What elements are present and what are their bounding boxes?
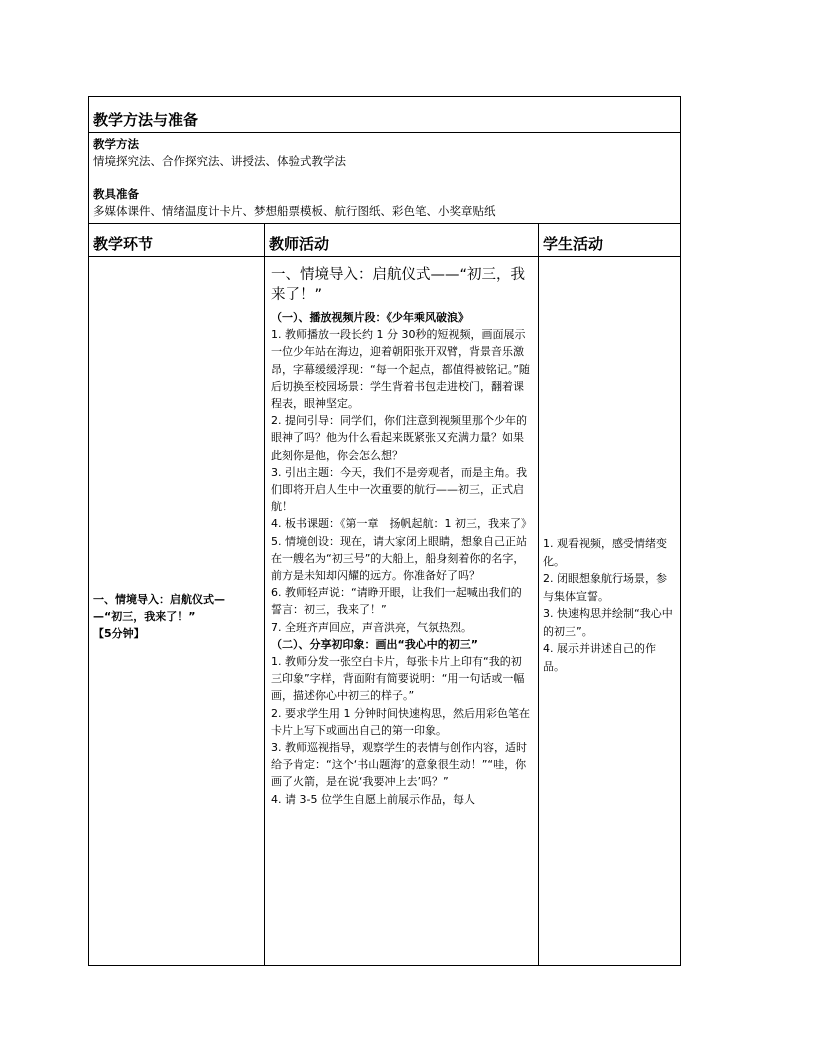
methods-materials-cell [89,133,681,224]
list-item: 2. 提问引导：同学们，你们注意到视频里那个少年的眼神了吗？他为什么看起来既紧张又充满力量？如果此刻你是他，你会怎么想？ [271,414,527,462]
lesson-plan-table [88,96,681,966]
header-stage: 教学环节 [89,224,265,257]
list-item: 3. 快速构思并绘制“我心中的初三”。 [543,607,673,638]
list-item: 4. 请 3-5 位学生自愿上前展示作品，每人 [271,792,475,806]
list-item: 1. 教师播放一段长约 1 分 30秒的短视频，画面展示一位少年站在海边，迎着朝阳张开双臂，背景音乐激昂，字幕缓缓浮现：“每一个起点，都值得被铭记。”随后切换至校园场景：学生背着书包走进校门，翻着课程表，眼神坚定。 [271,328,530,411]
list-item: 1. 观看视频，感受情绪变化。 [543,537,667,568]
list-item: 6. 教师轻声说：“请睁开眼，让我们一起喊出我们的誓言：初三，我来了！” [271,586,522,617]
materials-text: 多媒体课件、情绪温度计卡片、梦想船票模板、航行图纸、彩色笔、小奖章贴纸 [93,204,496,218]
section-title: 教学方法与准备 [89,97,681,133]
part2-title: （二）、分享初印象：画出“我心中的初三” [271,637,478,651]
materials-label: 教具准备 [93,187,139,201]
teacher-activity-cell [265,257,539,966]
list-item: 2. 闭眼想象航行场景，参与集体宣誓。 [543,572,667,603]
list-item: 5. 情境创设：现在，请大家闭上眼睛，想象自己正站在一艘名为“初三号”的大船上，船身刻着你的名字，前方是未知却闪耀的远方。你准备好了吗？ [271,534,527,583]
list-item: 3. 引出主题：今天，我们不是旁观者，而是主角。我们即将开启人生中一次重要的航行——初三，正式启航！ [271,465,527,514]
stage-title-line1: 一、情境导入：启航仪式— [93,592,225,606]
stage-title-line2: —“初三，我来了！” [93,609,196,623]
list-item: 4. 展示并讲述自己的作品。 [543,642,656,673]
stage-cell [89,257,265,966]
list-item: 4. 板书课题：《第一章 扬帆起航：1 初三，我来了》 [271,517,532,531]
list-item: 7. 全班齐声回应，声音洪亮，气氛热烈。 [271,620,472,634]
methods-text: 情境探究法、合作探究法、讲授法、体验式教学法 [93,154,346,168]
part1-title: （一）、播放视频片段：《少年乘风破浪》 [271,311,469,324]
stage-duration: 【5分钟】 [93,626,145,640]
list-item: 3. 教师巡视指导，观察学生的表情与创作内容，适时给予肯定：“这个‘书山题海’的意象很生动！”“哇，你画了火箭，是在说‘我要冲上去’吗？” [271,741,527,789]
methods-label: 教学方法 [93,137,139,151]
student-activity-cell [539,257,681,966]
header-student: 学生活动 [539,224,681,257]
list-item: 2. 要求学生用 1 分钟时间快速构思，然后用彩色笔在卡片上写下或画出自己的第一印象。 [271,706,530,737]
header-teacher: 教师活动 [265,224,539,257]
teacher-section-title: 一、情境导入：启航仪式——“初三，我来了！” [271,267,526,303]
list-item: 1. 教师分发一张空白卡片，每张卡片上印有“我的初三印象”字样，背面附有简要说明：“用一句话或一幅画，描述你心中初三的样子。” [271,655,525,703]
